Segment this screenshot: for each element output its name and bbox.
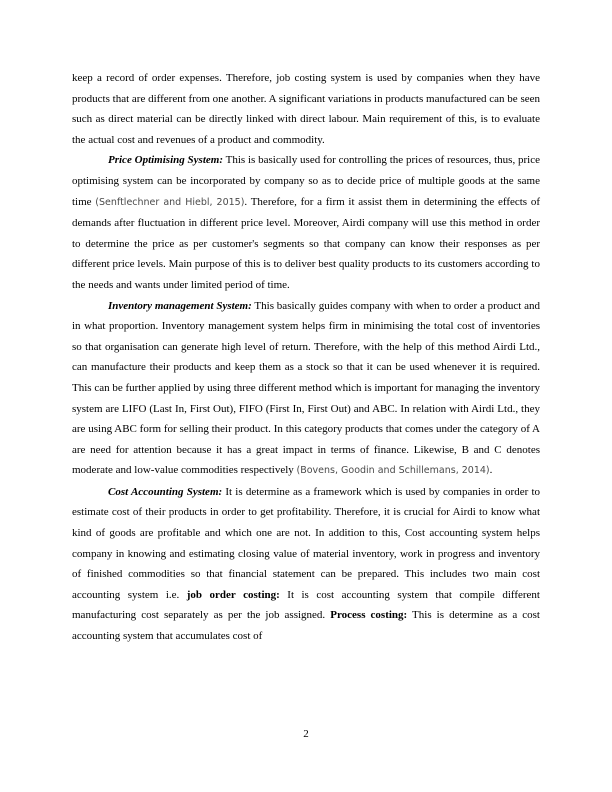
paragraph-text: . Therefore, for a firm it assist them in determining the effects of demands after fluctuation in different price level. Moreover, Airdi company will use this method in order to determine the price as per customer's segments so that company can know their responses as per different price levels. Main purpose of this is to deliver best quality products to its customers according to the needs and wants under limited period of time. xyxy=(72,195,540,291)
paragraph-job-costing: keep a record of order expenses. Therefore, job costing system is used by companies when they have products that are different from one another. A significant variations in products manufactured can be seen such as direct material can be directly linked with direct labour. Main requirement of this, is to evaluate the actual cost and revenues of a product and commodity. xyxy=(72,72,540,146)
paragraph-text: It is cost accounting system that compile different manufacturing cost separately as per the job assigned. xyxy=(72,588,540,622)
page-body xyxy=(72,68,540,647)
citation: (Senftlechner and Hiebl, 2015) xyxy=(95,196,245,208)
paragraph-text: This is basically used for controlling the prices of resources, thus, price optimising system can be incorporated by company so as to decide price of multiple goods at the same time xyxy=(72,154,540,208)
term-job-order-costing: job order costing: xyxy=(186,588,280,601)
page-number: 2 xyxy=(303,728,309,740)
heading-inventory-management: Inventory management System: xyxy=(108,299,252,312)
paragraph-text: This basically guides company with when to order a product and in what proportion. Inventory management system helps firm in minimising the total cost of inventories so that organisation can generate high level of return. Therefore, with the help of this method Airdi Ltd., can manufacture their products and keep them as a stock so that it can be used whenever it is required. This can be further applied by using three different method which is important for managing the inventory system are LIFO (Last In, First Out), FIFO (First In, First Out) and ABC. In relation with Airdi Ltd., they are using ABC form for selling their product. In this category products that comes under the category of A are need for attention because it has a great impact in terms of finance. Likewise, B and C denotes moderate and low-value commodities respectively xyxy=(72,299,540,477)
heading-price-optimising: Price Optimising System: xyxy=(108,154,224,167)
paragraph-text: This is determine as a cost accounting system that accumulates cost of xyxy=(72,609,540,643)
paragraph-text: . xyxy=(489,464,493,477)
paragraph-cost-accounting xyxy=(72,482,540,647)
heading-cost-accounting: Cost Accounting System: xyxy=(108,485,223,498)
citation: (Bovens, Goodin and Schillemans, 2014) xyxy=(296,465,490,477)
term-process-costing: Process costing: xyxy=(330,609,408,622)
paragraph-inventory-management xyxy=(72,296,540,482)
paragraph-price-optimising xyxy=(72,150,540,295)
paragraph-text: It is determine as a framework which is used by companies in order to estimate cost of their products in order to get profitability. Therefore, it is crucial for Airdi to know what kind of goods are profitable and which one are not. In addition to this, Cost accounting system helps company in knowing and estimating closing value of material inventory, work in progress and inventory of finished commodities so that financial statement can be prepared. This includes two main cost accounting system i.e. xyxy=(72,485,540,601)
